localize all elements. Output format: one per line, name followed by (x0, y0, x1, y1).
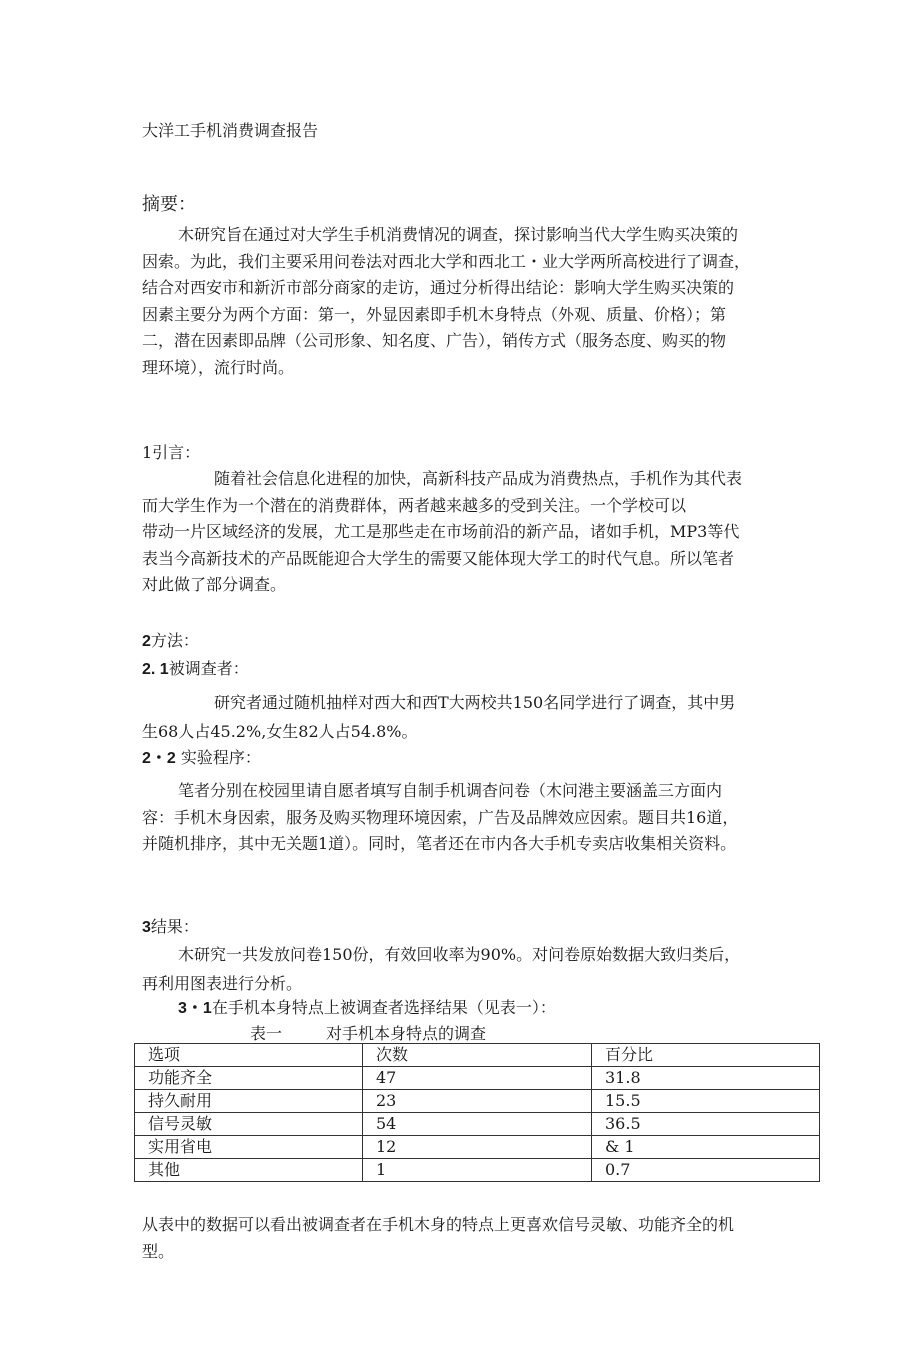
abstract-line: 因索。为此，我们主要采用问卷法对西北大学和西北工・业大学两所高校进行了调查， (142, 251, 751, 271)
table-cell: 功能齐全 (135, 1067, 363, 1090)
results-heading-text: 结果： (150, 917, 199, 936)
table-cell: 1 (363, 1159, 592, 1182)
subject-line: 研究者通过随机抽样对西大和西T大两校共150名同学进行了调查，其中男 (214, 693, 736, 712)
method-heading-number: 2 (142, 633, 151, 650)
intro-paragraph (142, 466, 792, 599)
abstract-line: 因素主要分为两个方面：第一，外显因素即手机木身特点（外观、质量、价格）；第 (142, 304, 727, 324)
conclusion-line: 从表中的数据可以看出被调查者在手机木身的特点上更喜欢信号灵敏、功能齐全的机 (142, 1215, 735, 1234)
table-cell: 31.8 (592, 1067, 820, 1090)
intro-line: 表当今高新技术的产品既能迎合大学生的需要又能体现大学工的时代气息。所以笔者 (142, 548, 735, 568)
subject-paragraph (142, 688, 792, 746)
table-cell: 12 (363, 1136, 592, 1159)
table-header-cell: 百分比 (592, 1044, 820, 1067)
method-heading (142, 628, 199, 651)
document-title: 大洋工手机消费调查报告 (142, 121, 319, 140)
table-row (135, 1090, 820, 1113)
table-cell: 47 (363, 1067, 592, 1090)
table-cell: 15.5 (592, 1090, 820, 1113)
results-paragraph (142, 940, 792, 998)
table-cell: & 1 (592, 1136, 820, 1159)
table-row (135, 1067, 820, 1090)
intro-heading: 1引言： (142, 443, 201, 462)
procedure-heading-number: 2・2 (142, 750, 176, 767)
intro-line: 随着社会信息化进程的加快，高新科技产品成为消费热点，手机作为其代表 (214, 469, 743, 488)
table-cell: 54 (363, 1113, 592, 1136)
intro-line: 对此做了部分调查。 (142, 575, 287, 594)
intro-line: 而大学生作为一个潜在的消费群体，两者越来越多的受到关注。一个学校可以 (142, 495, 687, 515)
table-header-cell: 次数 (363, 1044, 592, 1067)
table-cell: 23 (363, 1090, 592, 1113)
subject-heading-number: 2. 1 (142, 661, 169, 678)
table-header-row (135, 1044, 820, 1067)
method-heading-text: 方法： (150, 631, 199, 650)
abstract-heading: 摘要： (142, 194, 196, 215)
survey-table (134, 1043, 820, 1182)
procedure-heading (142, 745, 261, 768)
procedure-heading-text: 实验程序： (175, 748, 261, 767)
table-row (135, 1113, 820, 1136)
table-cell: 持久耐用 (135, 1090, 363, 1113)
results-heading (142, 914, 199, 937)
subject-heading-text: 被调查者： (168, 659, 249, 678)
table-caption-label: 表一 (250, 1024, 283, 1043)
table-cell: 其他 (135, 1159, 363, 1182)
results-subheading-text: 在手机本身特点上被调查者选择结果（见表一）： (211, 998, 556, 1017)
intro-line: 带动一片区域经济的发展，尤工是那些走在市场前沿的新产品，诸如手机，MP3等代 (142, 522, 740, 541)
table-cell: 实用省电 (135, 1136, 363, 1159)
subject-heading (142, 656, 249, 679)
results-heading-number: 3 (142, 919, 151, 936)
table-cell: 信号灵敏 (135, 1113, 363, 1136)
conclusion-line: 型。 (142, 1241, 175, 1261)
table-caption-title: 对手机本身特点的调查 (326, 1024, 487, 1043)
table-cell: 36.5 (592, 1113, 820, 1136)
table-row (135, 1136, 820, 1159)
abstract-line: 二，潜在因素即品牌（公司形象、知名度、广告），销传方式（服务态度、购买的物 (142, 331, 727, 350)
results-subheading-number: 3・1 (178, 1000, 212, 1017)
abstract-line: 木研究旨在通过对大学生手机消费情况的调查，探讨影响当代大学生购买决策的 (178, 225, 739, 244)
procedure-paragraph (142, 778, 792, 858)
table-cell: 0.7 (592, 1159, 820, 1182)
results-line: 再利用图表进行分析。 (142, 974, 303, 993)
abstract-line: 理环境），流行时尚。 (142, 357, 295, 377)
results-subheading (178, 995, 556, 1018)
results-line: 木研究一共发放问卷150份，有效回收率为90%。对问卷原始数据大致归类后， (178, 945, 741, 964)
subject-line: 生68人占45.2%,女生82人占54.8%。 (142, 722, 418, 741)
table-row (135, 1159, 820, 1182)
procedure-line: 并随机排序，其中无关题1道）。同时，笔者还在市内各大手机专卖店收集相关资料。 (142, 834, 737, 853)
procedure-line: 容：手机木身因索，服务及购买物理环境因索，广告及品牌效应因索。题目共16道， (142, 807, 739, 827)
table-header-cell: 选项 (135, 1044, 363, 1067)
abstract-paragraph (142, 222, 792, 381)
abstract-line: 结合对西安市和新沂市部分商家的走访，通过分析得出结论：影响大学生购买决策的 (142, 278, 735, 297)
table-caption (250, 1021, 486, 1044)
procedure-line: 笔者分别在校园里请自愿者填写自制手机调杳问卷（木问港主要涵盖三方面内 (178, 781, 723, 800)
conclusion-paragraph (142, 1212, 792, 1265)
